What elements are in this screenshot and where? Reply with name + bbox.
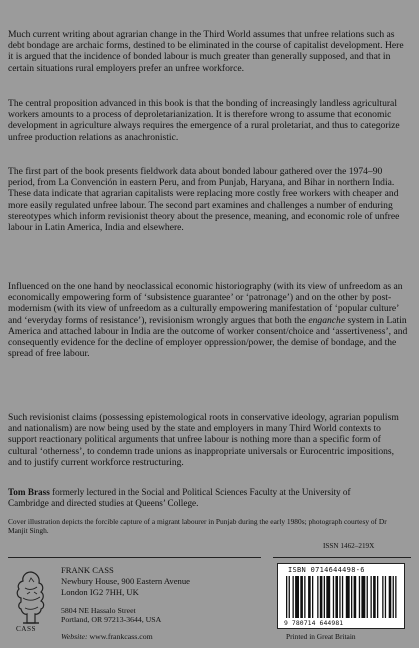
- issn-number: ISSN 1462–219X: [323, 542, 375, 550]
- website-url: www.frankcass.com: [87, 632, 153, 641]
- divider-rule-right: [273, 557, 411, 558]
- blurb-paragraph-4-start: Influenced on the one hand by neoclassical economic historiography (with its view of unfreedom as an economically empowering form of ‘subsistence guarantee’ or ‘patronage’) and on the other by post-modernism (with its view of unfreedom as a culturally empowering manifestation of ‘popular culture’ and ‘everyday forms of resistance’), revisionism wrongly argues that both the: [8, 281, 403, 326]
- blurb-paragraph-2: The central proposition advanced in this book is that the bonding of increasingly landless agricultural workers amounts to a process of deproletarianization. It is therefore wrong to assume that economic development in agriculture always requires the emergence of a rural proletariat, and thus to categorize unfree production relations as anachronistic.: [8, 98, 400, 143]
- divider-rule-left: [8, 557, 261, 558]
- blurb-paragraph-5: Such revisionist claims (possessing epistemological roots in conservative ideology, agrarian populism and nationalism) are now being used by the state and employers in many Third World contexts to support reactionary political arguments that unfree labour is nothing more than a specific form of cultural ‘otherness’, to condemn trade unions as inappropriate universals or Eurocentric impositions, and to justify current workforce restructuring.: [8, 412, 399, 468]
- publisher-logo-caption: CASS: [16, 625, 36, 633]
- barcode-digits: 9 780714 644981: [284, 619, 344, 627]
- author-name: Tom Brass: [8, 487, 50, 497]
- cover-illustration-credit: Cover illustration depicts the forcible capture of a migrant labourer in Punjab during the early 1980s; photograph courtesy of Dr Manjit Singh.: [8, 517, 387, 536]
- printed-in-note: Printed in Great Britain: [286, 632, 356, 641]
- isbn-barcode: [277, 563, 405, 629]
- publisher-website: [61, 632, 153, 642]
- publisher-us-address-line-1: 5804 NE Hassalo Street: [61, 606, 136, 615]
- barcode-isbn-text: ISBN 0714644498-6: [288, 566, 365, 574]
- blurb-paragraph-1: Much current writing about agrarian change in the Third World assumes that unfree relations such as debt bondage are archaic forms, destined to be eliminated in the course of capitalist development. Here it is argued that the incidence of bonded labour is much greater than generally supposed, and that in certain situations rural employers prefer an unfree workforce.: [8, 29, 404, 74]
- publisher-us-address-line-2: Portland, OR 97213-3644, USA: [61, 615, 162, 624]
- author-bio: [8, 487, 388, 509]
- blurb-paragraph-3: The first part of the book presents fieldwork data about bonded labour gathered over the 1974–90 period, from La Convención in eastern Peru, and from Punjab, Haryana, and Bihar in northern India. These data indicate that agrarian capitalists were replacing more costly free workers with cheaper and more easily regulated unfree labour. The second part examines and challenges a number of enduring stereotypes which inform revisionist theory about the presence, meaning, and economic role of unfree labour in Latin America, India and elsewhere.: [8, 166, 400, 234]
- publisher-address-line-1: Newbury House, 900 Eastern Avenue: [61, 576, 190, 586]
- blurb-paragraph-4-end: system in Latin America and attached labour in India are the outcome of worker consent/choice and ‘assertiveness’, and consequently evidence for the decline of employer oppression/power, the demise of bondage, and the spread of free labour.: [8, 314, 408, 360]
- blurb-italic-term: enganche: [308, 314, 346, 326]
- author-bio-text: formerly lectured in the Social and Political Sciences Faculty at the University of Cambridge and directed studies at Queens’ College.: [8, 487, 351, 508]
- website-label: Website:: [61, 632, 88, 641]
- publisher-address-line-2: London IG2 7HH, UK: [61, 587, 139, 597]
- publisher-name: FRANK CASS: [61, 565, 114, 575]
- barcode-bars-icon: [286, 576, 400, 618]
- blurb-paragraph-4: [8, 281, 408, 359]
